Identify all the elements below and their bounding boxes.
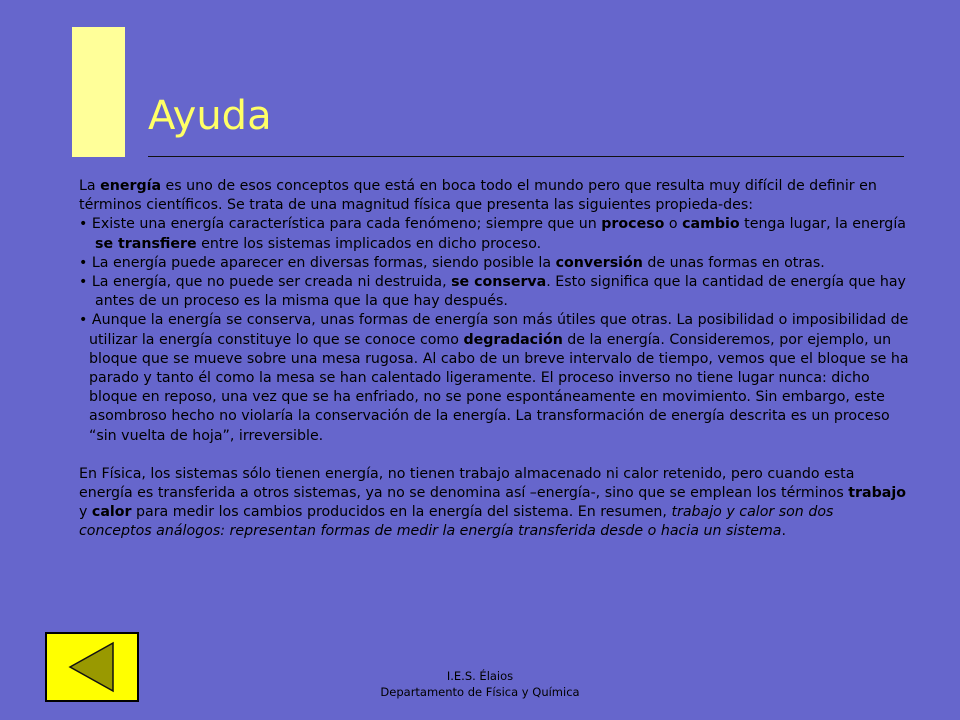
back-triangle-icon [47,634,137,700]
bullet-item: • La energía puede aparecer en diversas formas, siendo posible la conversión de unas formas en otras. [79,254,825,271]
closing-paragraph: En Física, los sistemas sólo tienen energía, no tienen trabajo almacenado ni calor retenido, pero cuando esta energía es transferida a otros sistemas, ya no se denomina así –energía-, sino que se emplean los términos trabajo y calor para medir los cambios producidos en la energía del sistema. En resumen, trabajo y calor son dos conceptos análogos: representan formas de medir la energía transferida desde o hacia un sistema. [79,465,906,540]
bullet-item: • Existe una energía característica para cada fenómeno; siempre que un proceso o cambio tenga lugar, la energía se transfiere entre los sistemas implicados en dicho proceso. [79,216,906,252]
back-button[interactable] [45,632,139,702]
footer-department: Departamento de Física y Química [380,685,580,699]
body-text [79,177,909,542]
footer-school: I.E.S. Élaios [446,669,514,683]
intro-paragraph: La energía es uno de esos conceptos que está en boca todo el mundo pero que resulta muy difícil de definir en términos científicos. Se trata de una magnitud física que presenta las siguientes propieda-des: [79,178,877,214]
bullet-item: • Aunque la energía se conserva, unas formas de energía son más útiles que otras. La posibilidad o imposibilidad de utilizar la energía constituye lo que se conoce como degradación de la energía. Consideremos, por ejemplo, un bloque que se mueve sobre una mesa rugosa. Al cabo de un breve intervalo de tiempo, vemos que el bloque se ha parado y tanto él como la mesa se han calentado ligeramente. El proceso inverso no tiene lugar nunca: dicho bloque en reposo, una vez que se ha enfriado, no se pone espontáneamente en movimiento. Sin embargo, este asombroso hecho no violaría la conservación de la energía. La transformación de energía descrita es un proceso “sin vuelta de hoja”, irreversible. [79,312,909,444]
footer [330,668,630,700]
title-accent-bar [72,27,125,157]
page-title: Ayuda [148,93,272,139]
bullet-item: • La energía, que no puede ser creada ni destruida, se conserva. Esto significa que la cantidad de energía que hay antes de un proceso es la misma que la que hay después. [79,274,906,310]
title-divider [148,156,904,157]
